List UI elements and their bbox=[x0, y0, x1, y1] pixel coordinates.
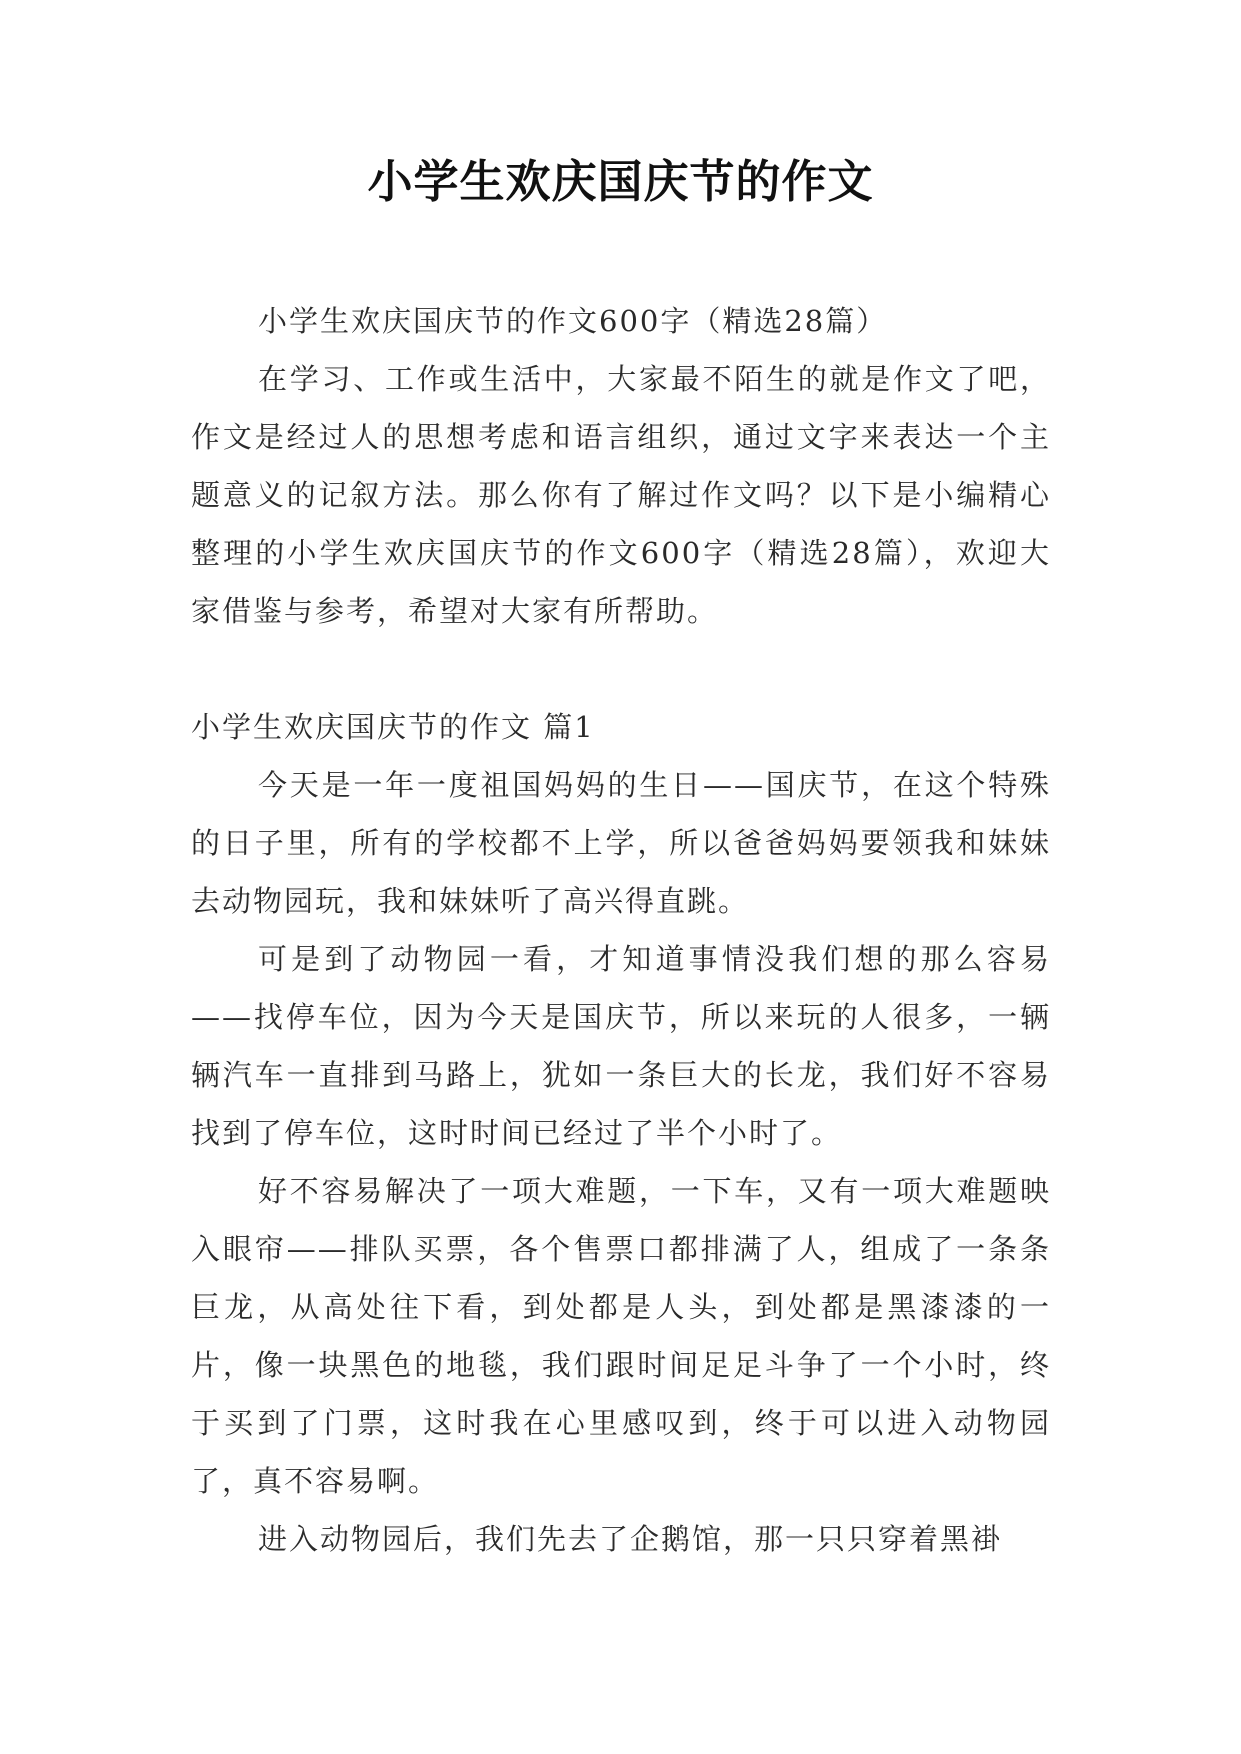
paragraph-gap bbox=[191, 640, 1051, 698]
body-paragraph: 进入动物园后，我们先去了企鹅馆，那一只只穿着黑褂 bbox=[258, 1522, 1003, 1556]
intro-paragraph: 在学习、工作或生活中，大家最不陌生的就是作文了吧，作文是经过人的思想考虑和语言组织，通过文字来表达一个主题意义的记叙方法。那么你有了解过作文吗？以下是小编精心整理的小学生欢庆国庆节的作文600字（精选28篇），欢迎大家借鉴与参考，希望对大家有所帮助。 bbox=[191, 362, 1051, 628]
document-body bbox=[191, 292, 1051, 1568]
document-subtitle: 小学生欢庆国庆节的作文600字（精选28篇） bbox=[258, 304, 888, 338]
document-title: 小学生欢庆国庆节的作文 bbox=[367, 155, 874, 208]
body-paragraph: 今天是一年一度祖国妈妈的生日——国庆节，在这个特殊的日子里，所有的学校都不上学，所以爸爸妈妈要领我和妹妹去动物园玩，我和妹妹听了高兴得直跳。 bbox=[191, 768, 1051, 918]
body-paragraph: 好不容易解决了一项大难题，一下车，又有一项大难题映入眼帘——排队买票，各个售票口都排满了人，组成了一条条巨龙，从高处往下看，到处都是人头，到处都是黑漆漆的一片，像一块黑色的地毯，我们跟时间足足斗争了一个小时，终于买到了门票，这时我在心里感叹到，终于可以进入动物园了，真不容易啊。 bbox=[191, 1174, 1051, 1498]
body-paragraph: 可是到了动物园一看，才知道事情没我们想的那么容易——找停车位，因为今天是国庆节，所以来玩的人很多，一辆辆汽车一直排到马路上，犹如一条巨大的长龙，我们好不容易找到了停车位，这时时间已经过了半个小时了。 bbox=[191, 942, 1051, 1150]
section-heading: 小学生欢庆国庆节的作文 篇1 bbox=[191, 710, 595, 744]
